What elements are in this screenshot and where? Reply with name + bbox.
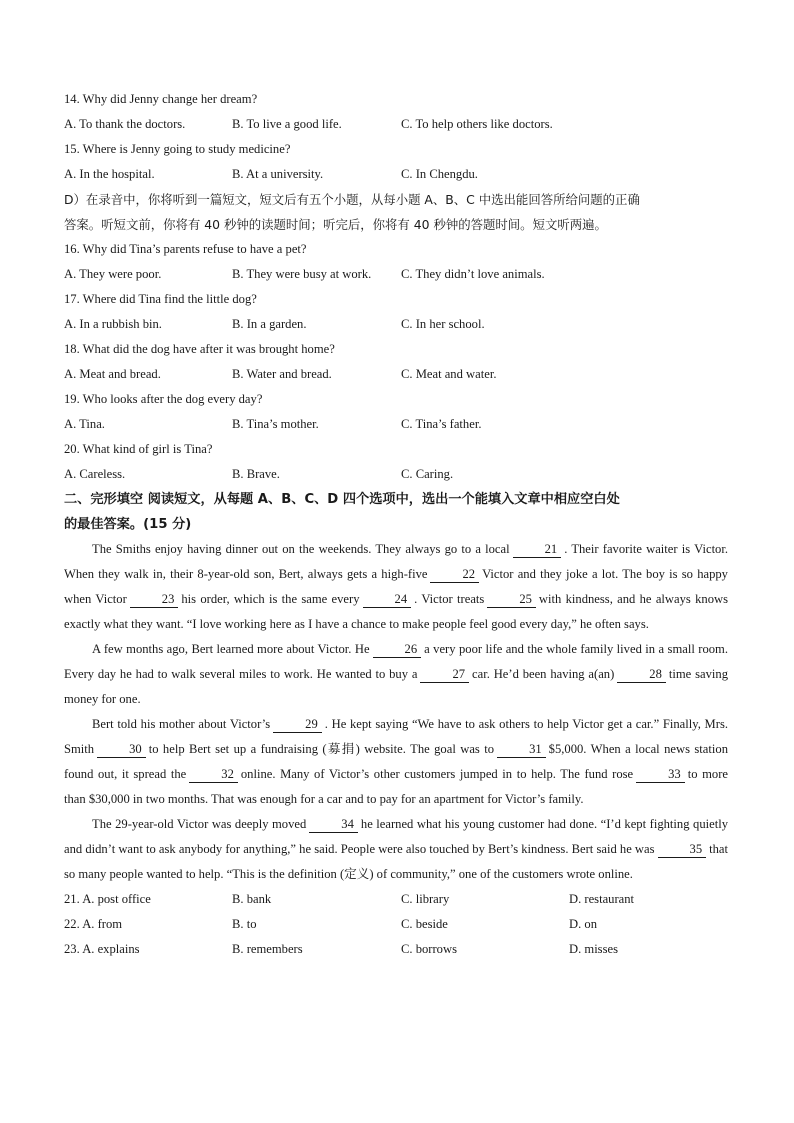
option-a: A. In a rubbish bin. (64, 317, 162, 331)
blank-22: 22 (430, 566, 479, 583)
passage-text: time saving money for one. (64, 667, 728, 706)
option-b: B. to (232, 917, 257, 931)
option-b: B. remembers (232, 942, 303, 956)
passage-text: . Their favorite waiter is Victor. When they walk in, their 8-year-old son, Bert, always gets a high-five (64, 542, 729, 581)
passage-text: Bert told his mother about Victor’s (92, 717, 271, 731)
passage-text: to more than $30,000 in two months. That was enough for a car and to pay for an apartment for Victor’s family. (64, 767, 728, 806)
question-20: 20. What kind of girl is Tina? (64, 442, 213, 456)
question-16-options (64, 262, 728, 287)
option-a: A. Meat and bread. (64, 367, 161, 381)
passage-paragraph-1 (64, 537, 728, 637)
cloze-section-heading-line2: 的最佳答案。(15 分) (64, 517, 192, 532)
passage-text: $5,000. When a local news station found out, it spread the (64, 742, 728, 781)
question-14: 14. Why did Jenny change her dream? (64, 92, 258, 106)
question-17: 17. Where did Tina find the little dog? (64, 292, 257, 306)
question-15-options (64, 162, 728, 187)
blank-32: 32 (189, 766, 238, 783)
option-a: A. To thank the doctors. (64, 117, 186, 131)
option-b: B. At a university. (232, 167, 324, 181)
option-c: C. library (401, 892, 450, 906)
question-16: 16. Why did Tina’s parents refuse to have a pet? (64, 242, 307, 256)
option-c: C. borrows (401, 942, 457, 956)
blank-23: 23 (130, 591, 179, 608)
passage-paragraph-3 (64, 712, 728, 812)
question-19-options (64, 412, 728, 437)
option-a: A. In the hospital. (64, 167, 155, 181)
option-a: 23. A. explains (64, 942, 140, 956)
question-14-options (64, 112, 728, 137)
blank-34: 34 (309, 816, 358, 833)
option-c: C. They didn’t love animals. (401, 267, 545, 281)
blank-26: 26 (373, 641, 422, 658)
blank-25: 25 (487, 591, 536, 608)
passage-paragraph-2 (64, 637, 728, 712)
blank-30: 30 (97, 741, 146, 758)
question-17-options (64, 312, 728, 337)
option-c: C. In Chengdu. (401, 167, 478, 181)
option-d: D. restaurant (569, 892, 635, 906)
exam-page (64, 87, 728, 962)
passage-text: car. He’d been having a(an) (472, 667, 615, 681)
blank-35: 35 (658, 841, 707, 858)
cloze-question-21-options (64, 887, 728, 912)
passage-paragraph-4 (64, 812, 728, 887)
option-a: A. Tina. (64, 417, 105, 431)
option-a: A. They were poor. (64, 267, 162, 281)
passage-text: . Victor treats (414, 592, 485, 606)
option-b: B. Water and bread. (232, 367, 332, 381)
passage-text: a very poor life and the whole family lived in a small room. Every day he had to walk several miles to work. He wanted to buy a (64, 642, 729, 681)
option-c: C. To help others like doctors. (401, 117, 553, 131)
cloze-question-22-options (64, 912, 728, 937)
section-d-instructions-line2: 答案。听短文前，你将有 40 秒钟的读题时间；听完后，你将有 40 秒钟的答题时间。短文听两遍。 (64, 217, 607, 232)
option-b: B. bank (232, 892, 272, 906)
option-b: B. They were busy at work. (232, 267, 372, 281)
blank-29: 29 (273, 716, 322, 733)
passage-text: The 29-year-old Victor was deeply moved (92, 817, 307, 831)
question-20-options (64, 462, 728, 487)
option-d: D. misses (569, 942, 618, 956)
option-b: B. To live a good life. (232, 117, 342, 131)
passage-text: that so many people wanted to help. “This is the definition (定义) of community,” one of the customers wrote online. (64, 842, 728, 881)
option-a: A. Careless. (64, 467, 126, 481)
option-c: C. beside (401, 917, 448, 931)
passage-text: with kindness, and he always knows exactly what they want. “I love working here as I have a chance to make people feel good every day,” he often says. (64, 592, 728, 631)
passage-text: . He kept saying “We have to ask others to help Victor get a car.” Finally, Mrs. Smith (64, 717, 729, 756)
blank-28: 28 (617, 666, 666, 683)
cloze-question-23-options (64, 937, 728, 962)
option-c: C. Tina’s father. (401, 417, 482, 431)
cloze-section-heading-line1: 二、完形填空 阅读短文，从每题 A、B、C、D 四个选项中，选出一个能填入文章中相应空白处 (64, 492, 620, 507)
option-b: B. In a garden. (232, 317, 307, 331)
question-15: 15. Where is Jenny going to study medicine? (64, 142, 291, 156)
blank-31: 31 (497, 741, 546, 758)
passage-text: A few months ago, Bert learned more about Victor. He (92, 642, 370, 656)
question-18-options (64, 362, 728, 387)
passage-text: The Smiths enjoy having dinner out on the weekends. They always go to a local (92, 542, 510, 556)
blank-21: 21 (513, 541, 562, 558)
passage-text: online. Many of Victor’s other customers jumped in to help. The fund rose (240, 767, 634, 781)
passage-text: to help Bert set up a fundraising (募捐) website. The goal was to (148, 742, 495, 756)
option-a: 21. A. post office (64, 892, 151, 906)
passage-text: Victor and they joke a lot. The boy is so happy when Victor (64, 567, 728, 606)
option-d: D. on (569, 917, 597, 931)
option-a: 22. A. from (64, 917, 123, 931)
option-c: C. Meat and water. (401, 367, 497, 381)
question-18: 18. What did the dog have after it was brought home? (64, 342, 335, 356)
passage-text: he learned what his young customer had done. “I’d kept fighting quietly and didn’t want to ask anybody for anything,” he said. People were also touched by Bert’s kindness. Bert said he was (64, 817, 728, 856)
question-19: 19. Who looks after the dog every day? (64, 392, 263, 406)
blank-33: 33 (636, 766, 685, 783)
blank-24: 24 (363, 591, 412, 608)
blank-27: 27 (420, 666, 469, 683)
option-c: C. Caring. (401, 467, 454, 481)
option-c: C. In her school. (401, 317, 485, 331)
passage-text: his order, which is the same every (181, 592, 360, 606)
option-b: B. Tina’s mother. (232, 417, 319, 431)
option-b: B. Brave. (232, 467, 280, 481)
section-d-instructions-line1: D）在录音中，你将听到一篇短文，短文后有五个小题，从每小题 A、B、C 中选出能回答所给问题的正确 (64, 192, 640, 207)
